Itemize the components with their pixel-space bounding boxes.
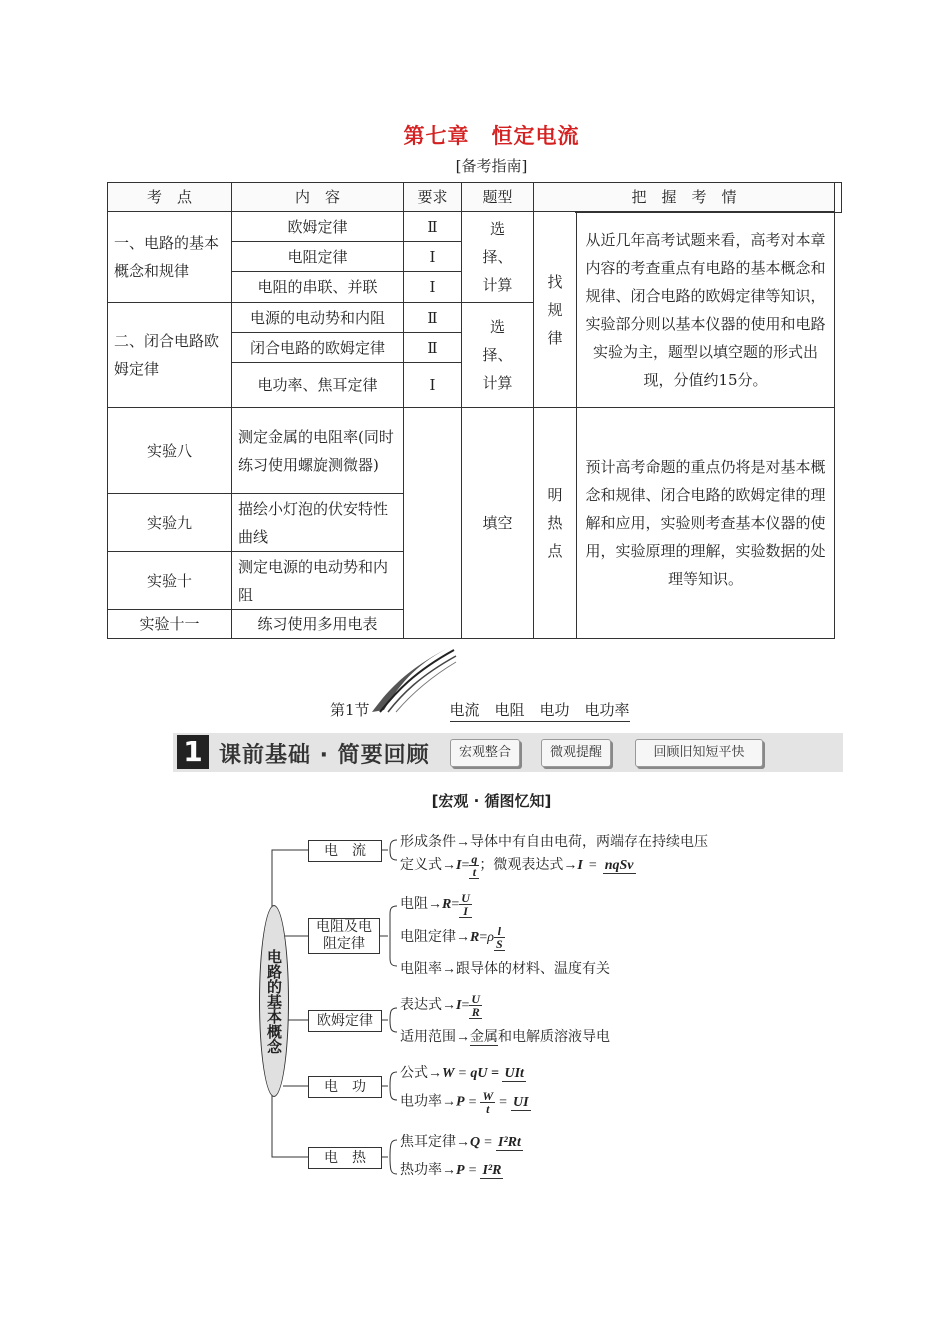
content-cell: 电功率、焦耳定律 xyxy=(232,363,404,408)
leaf-work-formula: 公式→W = qU = UIt xyxy=(400,1066,524,1081)
macro-label: [宏观 · 循图忆知] xyxy=(431,792,552,810)
level-cell: Ⅱ xyxy=(404,212,462,242)
content-cell: 电源的电动势和内阻 xyxy=(232,303,404,333)
level-cell: Ⅰ xyxy=(404,363,462,408)
topic-cell: 实验八 xyxy=(108,408,232,494)
content-cell: 描绘小灯泡的伏安特性曲线 xyxy=(232,494,404,552)
analysis-rule: 从近几年高考试题来看，高考对本章内容的考查重点有电路的基本概念和规律、闭合电路的欧姆定律等知识，实验部分则以基本仪器的使用和电路实验为主，题型以填空题的形式出现，分值约15分。 xyxy=(577,212,835,408)
macro-button[interactable]: 宏观整合 xyxy=(450,739,520,767)
leaf-joule: 焦耳定律→Q = I²Rt xyxy=(400,1135,521,1150)
content-cell: 练习使用多用电表 xyxy=(232,610,404,639)
leaf-resistance: 电阻→R= $\frac{U}{I}$ xyxy=(400,891,470,918)
mindmap-root: 电路的基本概念 xyxy=(259,905,289,1097)
fraction: $\frac{q}{t}$ xyxy=(471,852,478,879)
exam-guide-table xyxy=(107,182,835,639)
branch-ohm: 欧姆定律 xyxy=(308,1010,382,1032)
content-cell: 测定金属的电阻率(同时练习使用螺旋测微器) xyxy=(232,408,404,494)
answer: nqSv xyxy=(604,858,634,874)
branch-heat: 电 热 xyxy=(308,1147,382,1169)
micro-button[interactable]: 微观提醒 xyxy=(541,739,611,767)
label-rule: 找规律 xyxy=(534,212,577,408)
level-cell: Ⅰ xyxy=(404,242,462,272)
label-hot: 明热点 xyxy=(534,408,577,639)
qtype-cell: 选择、计算 xyxy=(462,303,534,408)
chapter-title: 第七章 恒定电流 xyxy=(403,123,580,148)
leaf-heat-power: 热功率→P = I²R xyxy=(400,1163,502,1178)
leaf-resistivity: 电阻率→跟导体的材料、温度有关 xyxy=(400,962,610,977)
content-cell: 闭合电路的欧姆定律 xyxy=(232,333,404,363)
section-title: 电流 电阻 电功 电功率 xyxy=(450,701,630,722)
leaf-definition: 定义式→I= $\frac{q}{t}$ ；微观表达式→I = nqSv xyxy=(400,852,634,879)
header-topic: 考 点 xyxy=(108,183,232,212)
analysis-hot: 预计高考命题的重点仍将是对基本概念和规律、闭合电路的欧姆定律的理解和应用，实验则考查基本仪器的使用，实验原理的理解，实验数据的处理等知识。 xyxy=(577,408,835,639)
branch-work: 电 功 xyxy=(308,1076,382,1098)
topic-cell: 实验十 xyxy=(108,552,232,610)
banner-number: 1 xyxy=(177,735,209,769)
topic-cell: 实验十一 xyxy=(108,610,232,639)
header-qtype: 题型 xyxy=(462,183,534,212)
content-cell: 测定电源的电动势和内阻 xyxy=(232,552,404,610)
section-banner xyxy=(173,733,843,772)
level-cell: Ⅱ xyxy=(404,303,462,333)
review-button[interactable]: 回顾旧知短平快 xyxy=(635,739,763,767)
header-level: 要求 xyxy=(404,183,462,212)
branch-current: 电 流 xyxy=(308,840,382,862)
topic-cell: 一、电路的基本概念和规律 xyxy=(108,212,232,303)
level-cell: Ⅰ xyxy=(404,272,462,303)
section-heading xyxy=(330,699,630,720)
content-cell: 欧姆定律 xyxy=(232,212,404,242)
leaf-resistance-law: 电阻定律→R=ρ $\frac{l}{S}$ xyxy=(400,924,503,951)
qtype-cell: 选择、计算 xyxy=(462,212,534,303)
leaf-power: 电功率→P = $\frac{W}{t}$ = UI xyxy=(400,1089,529,1116)
header-content: 内 容 xyxy=(232,183,404,212)
leaf-condition: 形成条件→导体中有自由电荷，两端存在持续电压 xyxy=(400,835,708,850)
topic-cell: 实验九 xyxy=(108,494,232,552)
content-cell: 电阻的串联、并联 xyxy=(232,272,404,303)
section-number: 第1节 xyxy=(330,701,370,719)
guide-label: [备考指南] xyxy=(455,157,528,175)
header-analysis: 把 握 考 情 xyxy=(534,183,835,212)
level-cell: Ⅱ xyxy=(404,333,462,363)
banner-title: 课前基础 · 简要回顾 xyxy=(219,743,430,768)
qtype-cell: 填空 xyxy=(462,408,534,639)
branch-resistance: 电阻及电阻定律 xyxy=(308,918,380,954)
topic-cell: 二、闭合电路欧姆定律 xyxy=(108,303,232,408)
content-cell: 电阻定律 xyxy=(232,242,404,272)
leaf-ohm-scope: 适用范围→金属和电解质溶液导电 xyxy=(400,1030,610,1045)
leaf-ohm-expression: 表达式→I= $\frac{U}{R}$ xyxy=(400,992,481,1019)
level-cell xyxy=(404,408,462,639)
